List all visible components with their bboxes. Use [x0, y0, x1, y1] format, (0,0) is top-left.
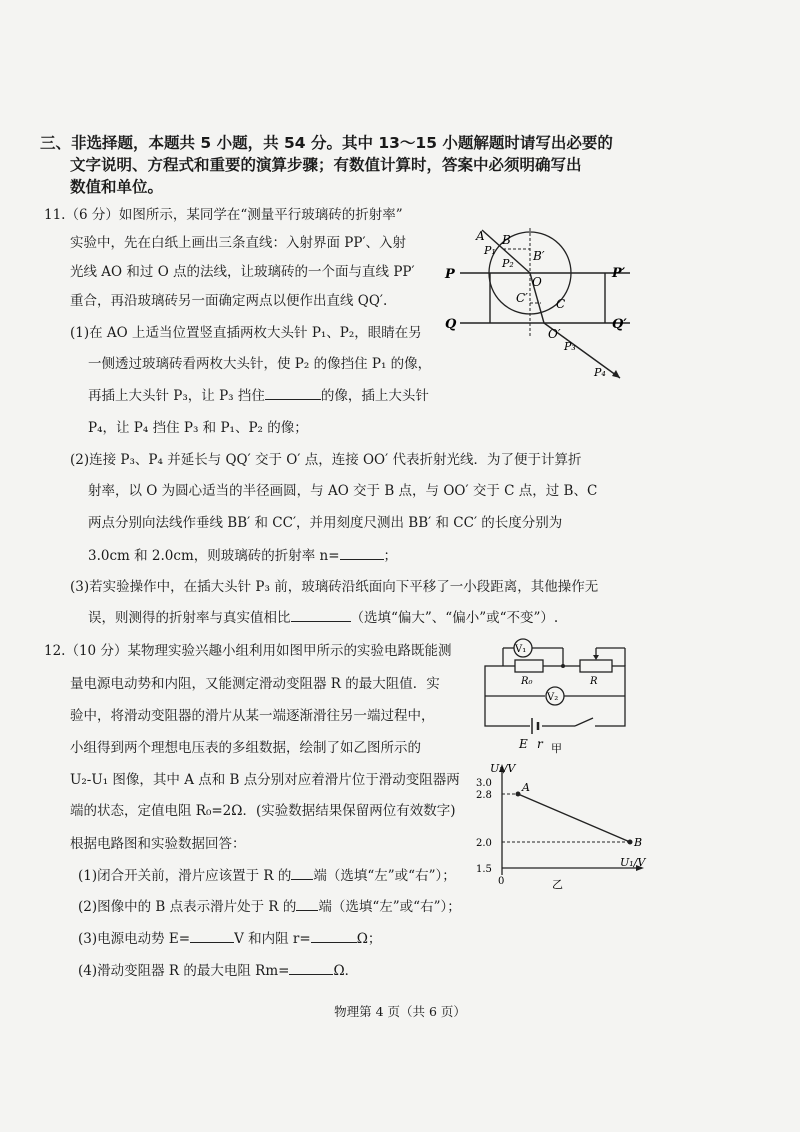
q12-sub-4-b: Ω．: [333, 963, 359, 979]
node-dot: [561, 664, 565, 668]
q11-line-2: 实验中，先在白纸上画出三条直线：入射界面 PP′、入射: [70, 235, 407, 251]
q12-sub-2-blank[interactable]: [296, 896, 318, 911]
q12-sub-3: [78, 928, 381, 949]
q11-part1-line-3: [88, 385, 429, 406]
q12-sub-1-a: (1)闭合开关前，滑片应该置于 R 的: [78, 868, 292, 884]
q12-sub-4-a: (4)滑动变阻器 R 的最大电阻 Rm=: [78, 963, 290, 979]
q12-line-5: U₂-U₁ 图像，其中 A 点和 B 点分别对应着滑片位于滑动变阻器两: [70, 772, 460, 788]
data-point-b: [628, 840, 633, 845]
q12-rmax-blank[interactable]: [289, 960, 333, 975]
q12-line-1: 12.（10 分）某物理实验兴趣小组利用如图甲所示的实验电路既能测: [44, 643, 452, 659]
label-c-prime: C′: [516, 291, 528, 305]
x-axis-label: U₁/V: [620, 856, 646, 869]
q11-part1-line-1: (1)在 AO 上适当位置竖直插两枚大头针 P₁、P₂，眼睛在另: [70, 325, 422, 341]
q12-sub-1-blank[interactable]: [291, 865, 313, 880]
label-p: P: [445, 267, 455, 282]
q11-part2-line-2: 射率，以 O 为圆心适当的半径画圆，与 AO 交于 B 点，与 OO′ 交于 C 点，过 B、C: [88, 483, 598, 499]
q11-part3-answer-blank[interactable]: [291, 607, 351, 622]
q11-line-3: 光线 AO 和过 O 点的法线，让玻璃砖的一个面与直线 PP′: [70, 264, 415, 280]
q11-part1-line-3-b: 的像，插上大头针: [320, 388, 429, 404]
q11-part3-line-1: (3)若实验操作中，在插大头针 P₃ 前，玻璃砖沿纸面向下平移了一小段距离，其他操作无: [70, 579, 599, 595]
slider-arrow-icon: [593, 655, 599, 660]
heading-line-1: 三、非选择题，本题共 5 小题，共 54 分。其中 13～15 小题解题时请写出必要的: [40, 134, 613, 152]
y-tick-2-0: 2.0: [476, 838, 492, 849]
y-tick-3-0: 3.0: [476, 778, 492, 789]
data-label-a: A: [522, 781, 530, 794]
y-tick-2-8: 2.8: [476, 790, 492, 801]
q11-part1-line-4: P₄，让 P₄ 挡住 P₃ 和 P₁、P₂ 的像；: [88, 420, 308, 436]
label-v2: V₂: [547, 692, 559, 703]
caption-jia: 甲: [551, 742, 562, 755]
section-heading: [40, 132, 630, 198]
q12-sub-3-b: V 和内阻 r=: [234, 931, 311, 947]
q11-part2-line-1: (2)连接 P₃、P₄ 并延长与 QQ′ 交于 O′ 点，连接 OO′ 代表折射光线．为了便于计算折: [70, 452, 582, 468]
data-label-b: B: [634, 836, 643, 849]
label-p3: P₃: [564, 340, 576, 353]
data-point-a: [516, 792, 521, 797]
q12-line-4: 小组得到两个理想电压表的多组数据，绘制了如乙图所示的: [70, 740, 421, 756]
label-p1: P₁: [484, 244, 496, 257]
q12-sub-1: [78, 865, 456, 886]
q12-sub-2-a: (2)图像中的 B 点表示滑片处于 R 的: [78, 899, 297, 915]
heading-line-3: 数值和单位。: [70, 178, 164, 196]
resistor-r0: [515, 660, 543, 672]
page-footer: 物理第 4 页（共 6 页）: [334, 1004, 466, 1019]
circuit-figure: [475, 636, 635, 756]
q12-line-7: 根据电路图和实验数据回答：: [70, 836, 246, 852]
q11-part1-answer-blank[interactable]: [265, 385, 321, 400]
q12-sub-2: [78, 896, 461, 917]
x-origin-label: 0: [498, 876, 505, 887]
q11-part3-line-2-a: 误，则测得的折射率与真实值相比: [88, 610, 291, 626]
label-v1: V₁: [515, 644, 527, 655]
q11-part2-line-4-b: ；: [383, 548, 398, 564]
q12-sub-3-c: Ω；: [356, 931, 382, 947]
q11-part1-line-2: 一侧透过玻璃砖看两枚大头针，使 P₂ 的像挡住 P₁ 的像，: [88, 356, 432, 372]
label-o: O: [532, 275, 542, 289]
rheostat-r: [580, 660, 612, 672]
q11-part2-line-4: [88, 545, 397, 566]
glass-block-figure: [440, 228, 640, 388]
q11-part3-line-2-b: （选填“偏大”、“偏小”或“不变”）.: [350, 610, 559, 626]
label-a: A: [476, 229, 485, 243]
label-r0: R₀: [521, 676, 533, 687]
q11-part1-line-3-a: 再插上大头针 P₃，让 P₃ 挡住: [88, 388, 265, 404]
label-r: R: [590, 676, 598, 687]
u2-u1-graph: [470, 760, 650, 895]
q12-line-3: 验中，将滑动变阻器的滑片从某一端逐渐滑往另一端过程中，: [70, 708, 435, 724]
y-tick-1-5: 1.5: [476, 864, 492, 875]
q11-line-1: 11.（6 分）如图所示，某同学在“测量平行玻璃砖的折射率”: [44, 207, 403, 223]
q11-part3-line-2: [88, 607, 558, 628]
heading-line-2: 文字说明、方程式和重要的演算步骤；有数值计算时，答案中必须明确写出: [70, 156, 582, 174]
label-b: B: [502, 233, 511, 247]
q12-sub-1-b: 端（选填“左”或“右”）；: [313, 868, 456, 884]
label-c: C: [556, 297, 566, 311]
q12-line-6: 端的状态，定值电阻 R₀=2Ω．(实验数据结果保留两位有效数字): [70, 803, 456, 819]
q12-sub-2-b: 端（选填“左”或“右”）；: [318, 899, 461, 915]
ray-arrow-icon: [612, 370, 620, 378]
q11-line-4: 重合，再沿玻璃砖另一面确定两点以便作出直线 QQ′.: [70, 293, 388, 309]
label-b-prime: B′: [533, 249, 545, 263]
q11-part2-line-4-a: 3.0cm 和 2.0cm，则玻璃砖的折射率 n=: [88, 548, 340, 564]
q11-part2-answer-blank[interactable]: [340, 545, 384, 560]
label-q: Q: [445, 317, 457, 332]
q12-internal-resistance-blank[interactable]: [311, 928, 357, 943]
q11-part2-line-3: 两点分别向法线作垂线 BB′ 和 CC′，并用刻度尺测出 BB′ 和 CC′ 的长度分别为: [88, 515, 563, 531]
label-p4: P₄: [594, 366, 606, 379]
label-e: E: [519, 737, 528, 751]
label-q-prime: Q′: [612, 317, 627, 332]
label-o-prime: O′: [548, 327, 561, 341]
caption-yi: 乙: [552, 878, 563, 891]
label-p2: P₂: [502, 257, 514, 270]
label-p-prime: P′: [612, 266, 626, 281]
y-axis-label: U₂/V: [490, 762, 516, 775]
label-internal-r: r: [537, 737, 543, 751]
q12-line-2: 量电源电动势和内阻，又能测定滑动变阻器 R 的最大阻值．实: [70, 676, 440, 692]
q12-sub-4: [78, 960, 358, 981]
data-line-ab: [518, 794, 630, 842]
q12-emf-blank[interactable]: [190, 928, 234, 943]
q12-sub-3-a: (3)电源电动势 E=: [78, 931, 191, 947]
